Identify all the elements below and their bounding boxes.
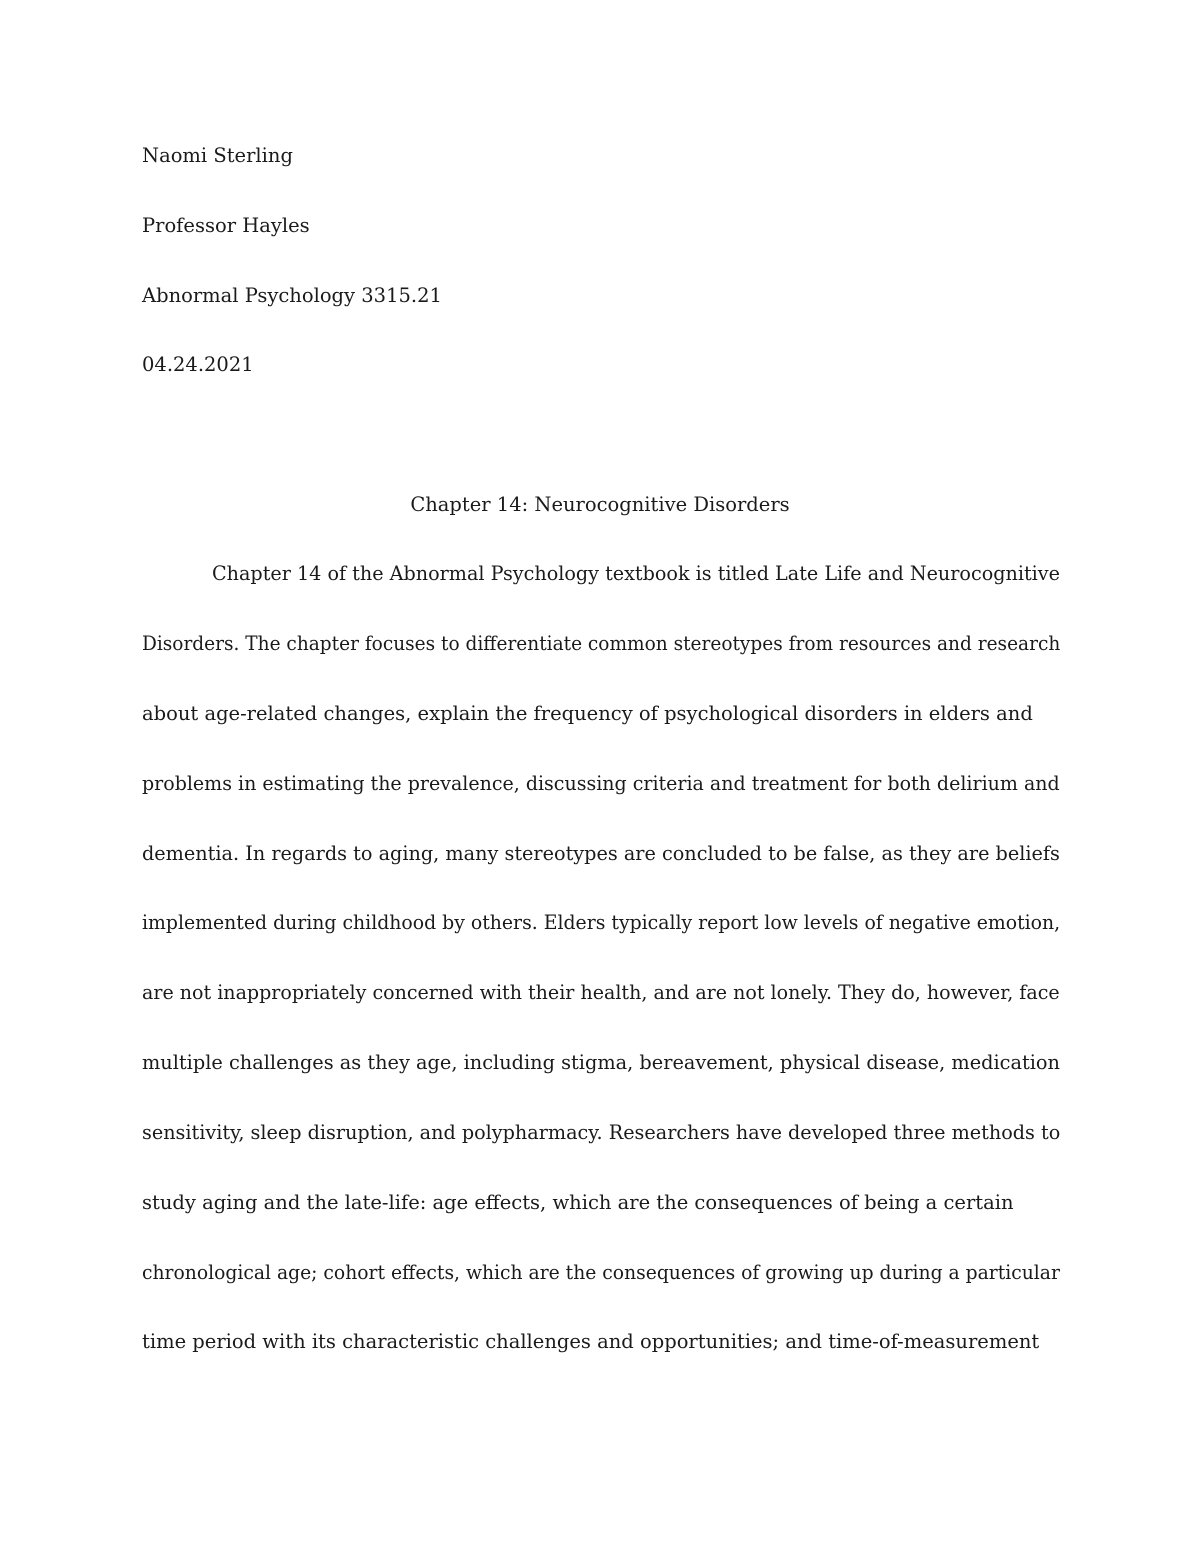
document-title: Chapter 14: Neurocognitive Disorders <box>410 493 790 516</box>
student-name: Naomi Sterling <box>142 144 293 167</box>
body-line: dementia. In regards to aging, many stereotypes are concluded to be false, as they are beliefs <box>142 842 1060 865</box>
professor-name: Professor Hayles <box>142 214 310 237</box>
date: 04.24.2021 <box>142 353 254 376</box>
body-line: sensitivity, sleep disruption, and polypharmacy. Researchers have developed three methods to <box>142 1121 1061 1144</box>
body-line: are not inappropriately concerned with their health, and are not lonely. They do, however, face <box>142 981 1060 1004</box>
body-line: time period with its characteristic challenges and opportunities; and time-of-measurement <box>142 1330 1040 1353</box>
course-name: Abnormal Psychology 3315.21 <box>142 284 442 307</box>
body-line: about age-related changes, explain the frequency of psychological disorders in elders and <box>142 702 1033 725</box>
body-line: multiple challenges as they age, including stigma, bereavement, physical disease, medication <box>142 1051 1060 1074</box>
body-line: problems in estimating the prevalence, discussing criteria and treatment for both delirium and <box>142 772 1060 795</box>
body-line: study aging and the late-life: age effects, which are the consequences of being a certain <box>142 1191 1014 1214</box>
body-line: Chapter 14 of the Abnormal Psychology textbook is titled Late Life and Neurocognitive <box>212 562 1060 585</box>
body-line: chronological age; cohort effects, which are the consequences of growing up during a particular <box>142 1261 1060 1284</box>
body-line: Disorders. The chapter focuses to differentiate common stereotypes from resources and research <box>142 632 1061 655</box>
body-line: implemented during childhood by others. Elders typically report low levels of negative emotion, <box>142 911 1061 934</box>
